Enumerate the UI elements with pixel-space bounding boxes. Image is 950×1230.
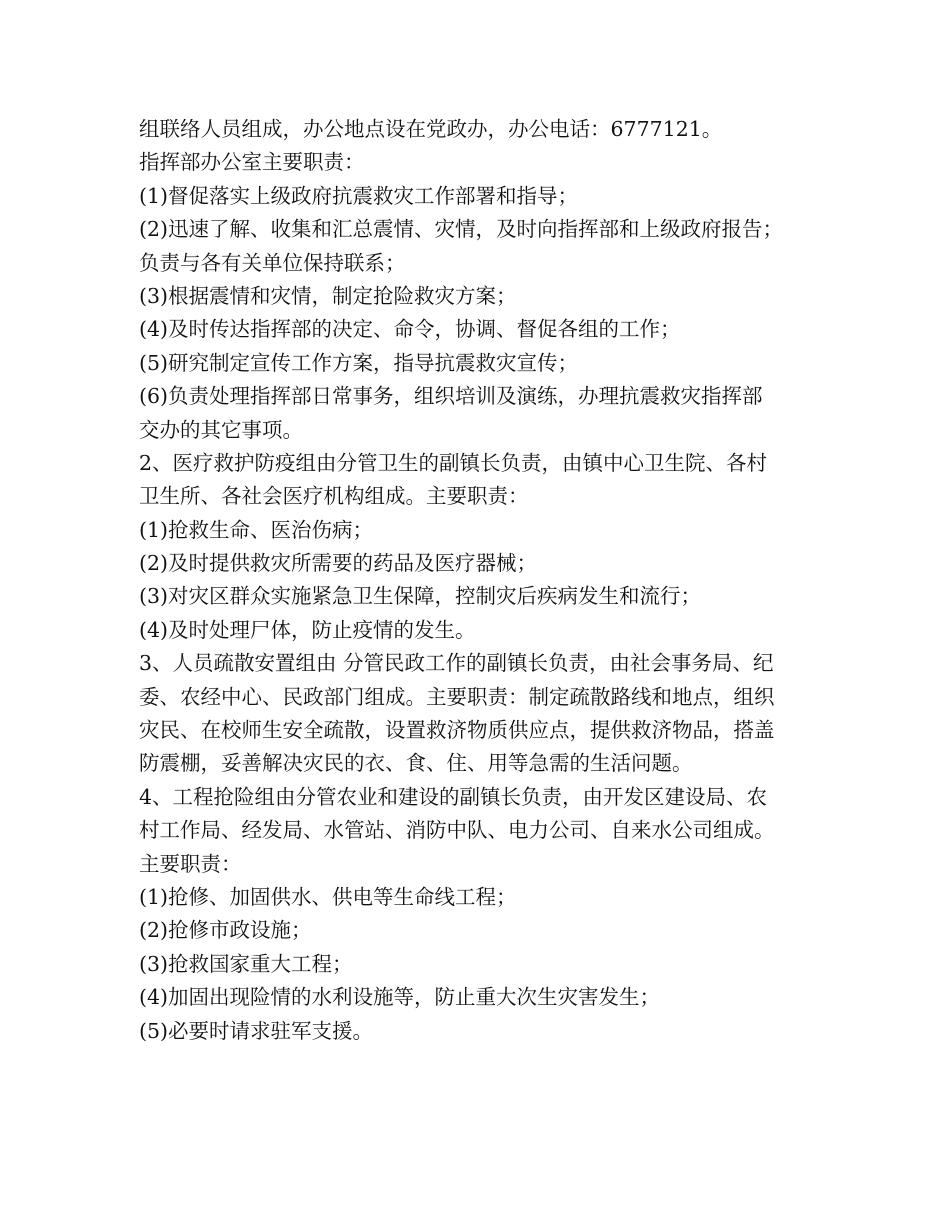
text-line: 4、工程抢险组由分管农业和建设的副镇长负责，由开发区建设局、农 (139, 784, 768, 809)
text-line: 防震棚，妥善解决灾民的衣、食、住、用等急需的生活问题。 (139, 751, 693, 776)
text-line: 负责与各有关单位保持联系； (139, 250, 406, 275)
text-line: 灾民、在校师生安全疏散，设置救济物质供应点，提供救济物品，搭盖 (139, 718, 775, 743)
text-line: 指挥部办公室主要职责： (139, 150, 365, 175)
text-line: (2)及时提供救灾所需要的药品及医疗器械； (139, 551, 538, 576)
text-line: (4)加固出现险情的水利设施等，防止重大次生灾害发生； (139, 985, 661, 1010)
document-body (139, 113, 819, 1048)
text-line: (4)及时传达指挥部的决定、命令，协调、督促各组的工作； (139, 317, 681, 342)
text-line: (2)迅速了解、收集和汇总震情、灾情，及时向指挥部和上级政府报告； (139, 217, 784, 242)
text-line: 组联络人员组成，办公地点设在党政办，办公电话：6777121。 (139, 117, 723, 141)
text-line: (2)抢修市政设施； (139, 918, 312, 943)
text-line: (1)督促落实上级政府抗震救灾工作部署和指导； (139, 183, 579, 208)
text-line: 村工作局、经发局、水管站、消防中队、电力公司、自来水公司组成。 (139, 818, 775, 843)
text-line: 3、人员疏散安置组由 分管民政工作的副镇长负责，由社会事务局、纪 (139, 651, 774, 676)
text-line: (3)抢救国家重大工程； (139, 951, 353, 976)
text-line: (1)抢修、加固供水、供电等生命线工程； (139, 884, 517, 909)
text-line: (5)必要时请求驻军支援。 (139, 1018, 374, 1043)
text-line: (4)及时处理尸体，防止疫情的发生。 (139, 617, 476, 642)
text-line: 主要职责： (139, 851, 242, 876)
text-line: (3)对灾区群众实施紧急卫生保障，控制灾后疾病发生和流行； (139, 584, 702, 609)
text-line: (6)负责处理指挥部日常事务，组织培训及演练，办理抗震救灾指挥部 (139, 384, 763, 409)
text-line: (3)根据震情和灾情，制定抢险救灾方案； (139, 283, 517, 308)
text-line: 交办的其它事项。 (139, 417, 303, 442)
text-line: 2、医疗救护防疫组由分管卫生的副镇长负责，由镇中心卫生院、各村 (139, 450, 768, 475)
text-line: 卫生所、各社会医疗机构组成。主要职责： (139, 484, 529, 509)
text-line: 委、农经中心、民政部门组成。主要职责：制定疏散路线和地点，组织 (139, 684, 775, 709)
text-line: (5)研究制定宣传工作方案，指导抗震救灾宣传； (139, 350, 579, 375)
text-line: (1)抢救生命、医治伤病； (139, 517, 374, 542)
